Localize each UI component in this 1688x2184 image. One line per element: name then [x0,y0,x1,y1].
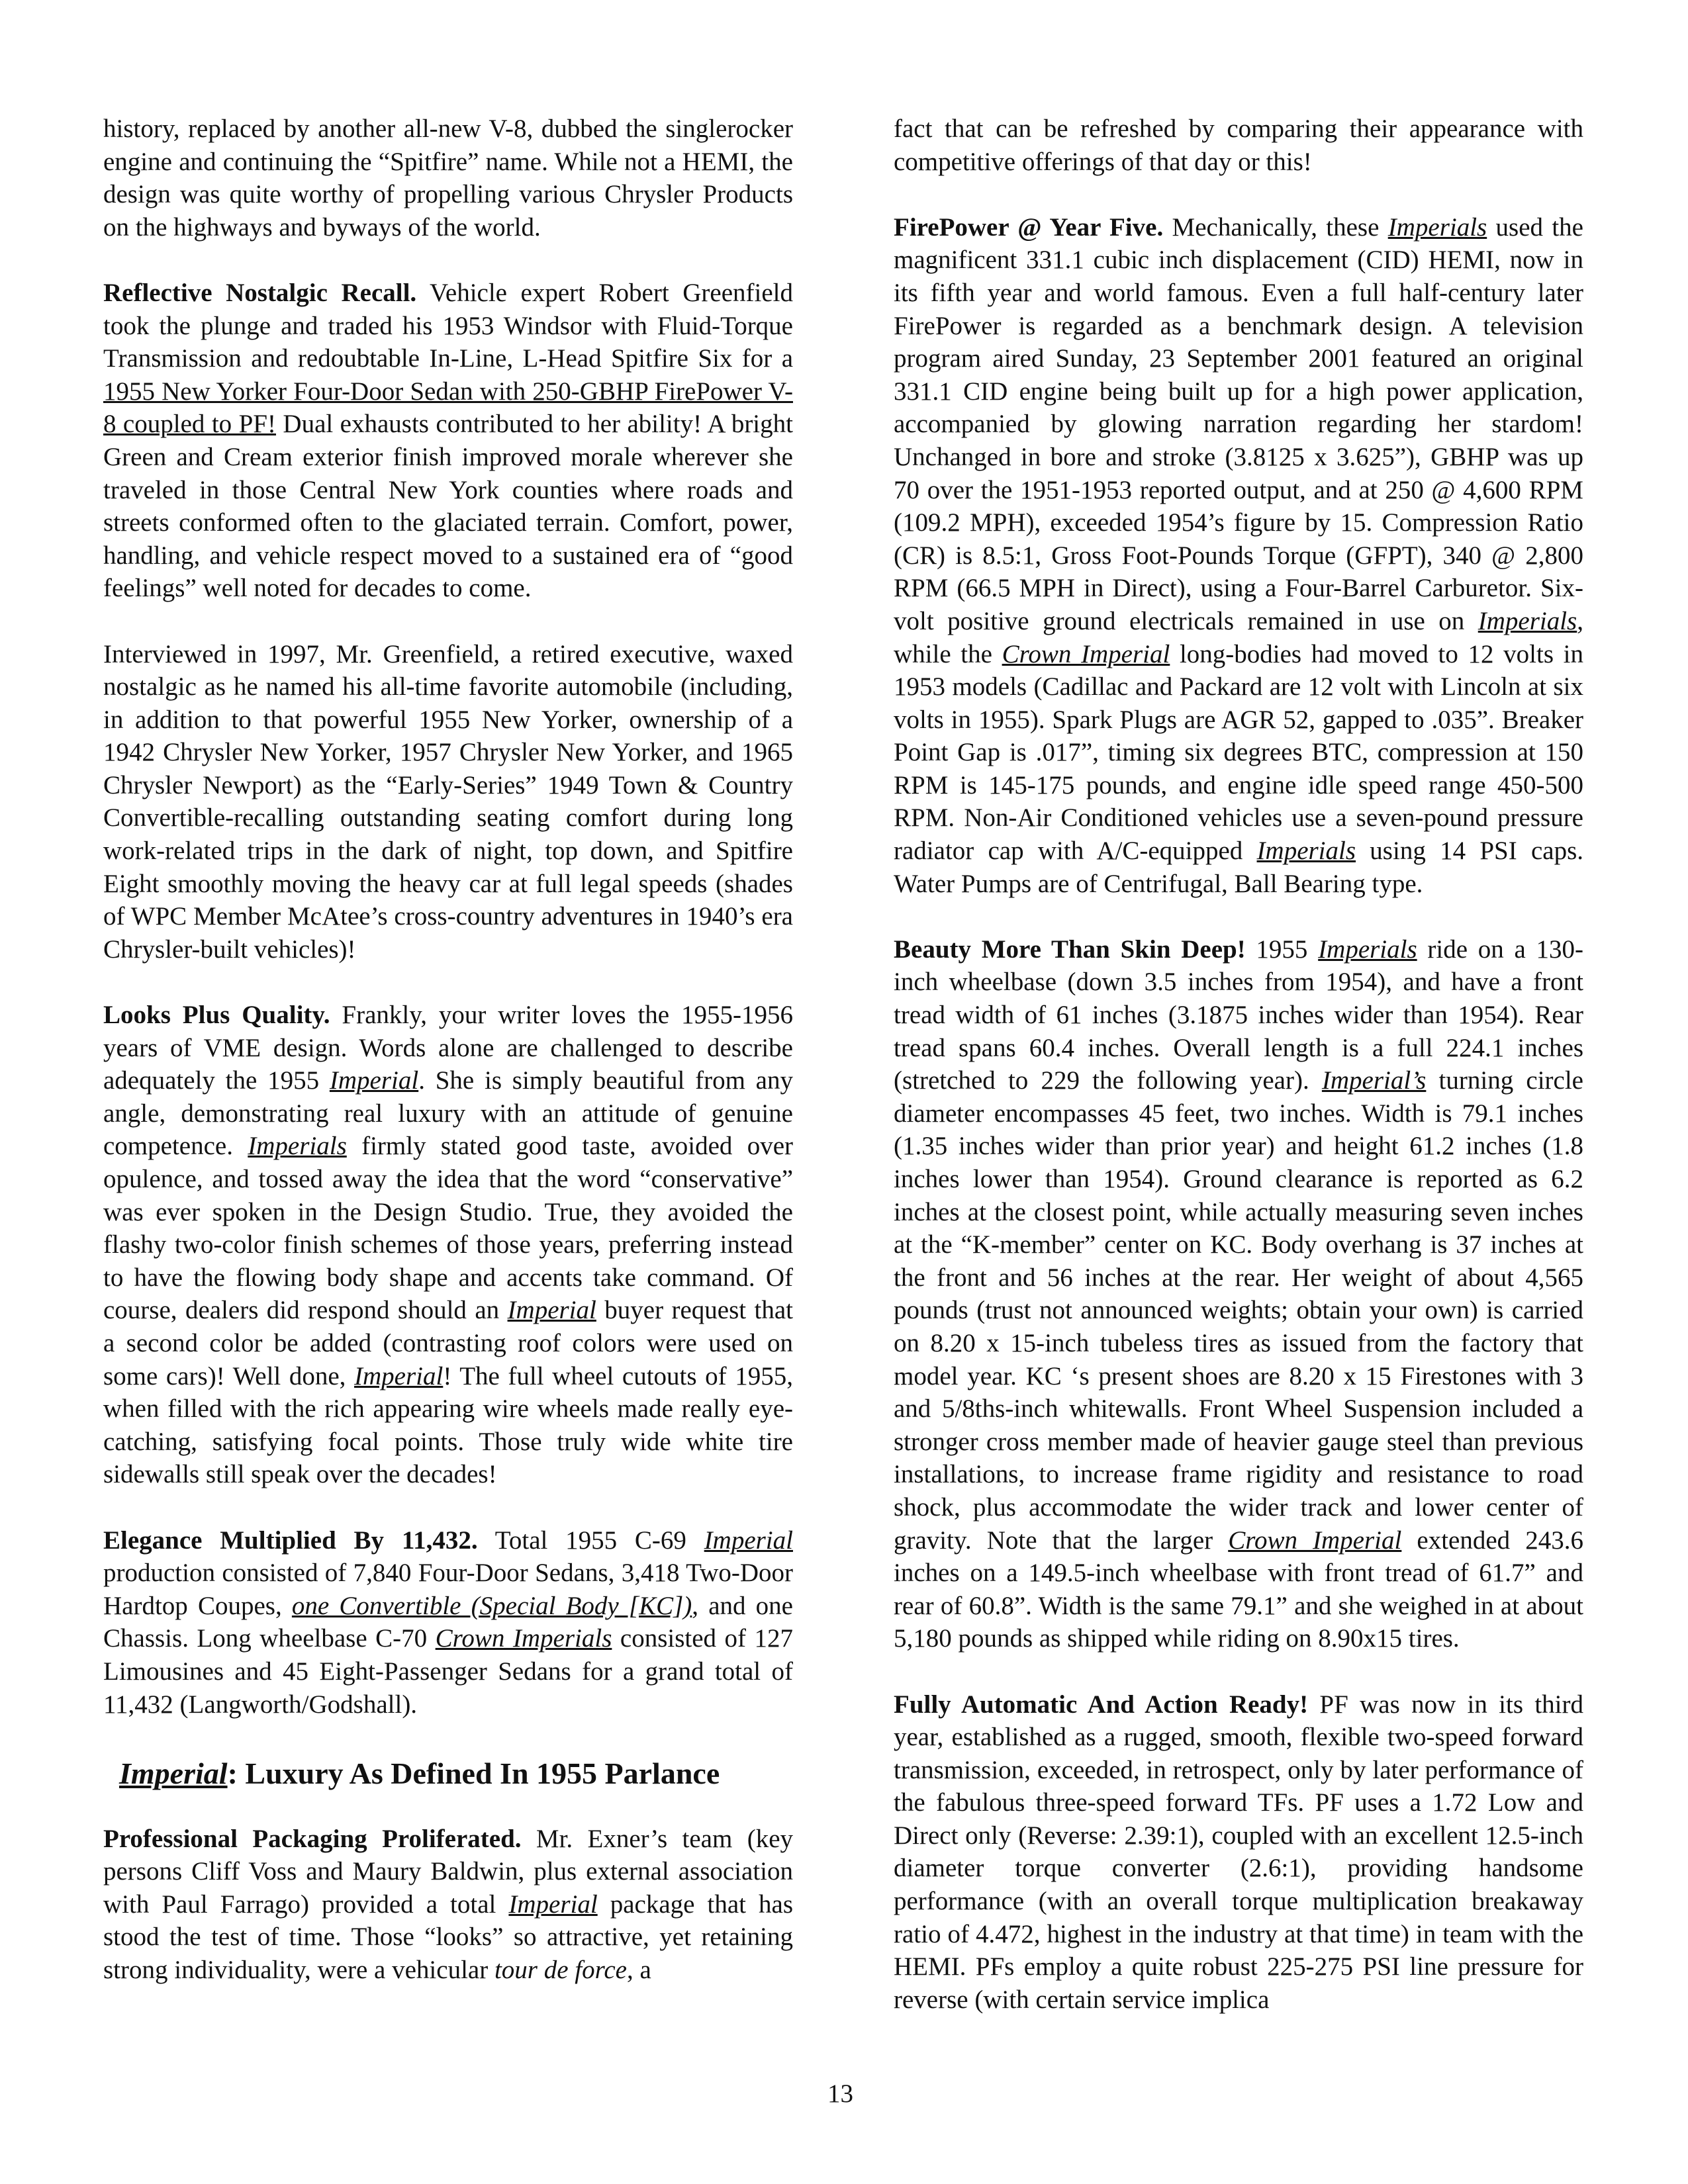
paragraph-greenfield-interview [103,638,793,966]
paragraph-text: Mechanically, these [1163,212,1388,242]
paragraph-text: used the magnificent 331.1 cubic inch displacement (CID) HEMI, now in its fifth year and world famous. Even a full half-century later FirePower is regarded as a benchmark design. A television program aired Sunday, 23 September 2001 featured an original 331.1 CID engine being built up for a high power application, accompanied by glowing narration regarding her stardom! Unchanged in bore and stroke (3.8125 x 3.625”), GBHP was up 70 over the 1951-1953 reported output, and at 250 @ 4,600 RPM (109.2 MPH), exceeded 1954’s figure by 15. Compression Ratio (CR) is 8.5:1, Gross Foot-Pounds Torque (GFPT), 340 @ 2,800 RPM (66.5 MPH in Direct), using a Four-Barrel Carburetor. Six-volt positive ground electricals remained in use on [894,212,1583,635]
paragraph-spitfire-intro [103,113,793,244]
paragraph-text: buyer request that a second color be added (contrasting roof colors were used on some cars)! Well done, [103,1296,793,1390]
paragraph-looks-plus-quality [103,999,793,1491]
paragraph-elegance-multiplied [103,1524,793,1721]
model-name: Imperials [1477,606,1577,635]
model-name: Imperial [508,1889,598,1919]
model-name: Imperial [354,1361,444,1390]
paragraph-text: Mr. Exner’s team (key persons Cliff Voss and Maury Baldwin, plus external association with Paul Farrago) provided a total [103,1824,793,1919]
paragraph-lead-heading: Elegance Multiplied By 11,432. [103,1525,478,1555]
model-name: Imperials [1318,934,1417,964]
paragraph-text: 1955 [1245,934,1319,964]
paragraph-text: package that has stood the test of time. Those “looks” so attractive, yet retaining strong individuality, were a vehicular [103,1889,794,1985]
paragraph-text: production consisted of 7,840 Four-Door Sedans, 3,418 Two-Door Hardtop Coupes, [103,1559,793,1620]
paragraph-text: . She is simply beautiful from any angle, demonstrating real luxury with an attitude of genuine competence. [103,1066,793,1161]
paragraph-lead-heading: Beauty More Than Skin Deep! [894,934,1246,964]
paragraph-text: , and one Chassis. Long wheelbase C-70 [103,1591,793,1653]
model-name: Imperials [1387,212,1487,242]
section-heading [103,1754,793,1794]
paragraph-beauty-more-than-skin-deep [894,933,1583,1655]
right-column [894,113,1583,2016]
paragraph-text: Dual exhausts contributed to her ability! A bright Green and Cream exterior finish improved morale wherever she traveled in those Central New York counties where roads and streets conformed often to the glaciated terrain. Comfort, power, handling, and vehicle respect moved to a sustained era of “good feelings” well noted for decades to come. [103,410,793,603]
paragraph-text: , a [626,1956,651,1985]
model-name: Imperial [329,1066,419,1095]
paragraph-text: ride on a 130-inch wheelbase (down 3.5 inches from 1954), and have a front tread width of 61 inches (3.1875 inches wider than 1954). Rear tread spans 60.4 inches. Overall length is a full 224.1 inches (stretched to 229 the following year). [894,934,1584,1095]
model-name: Imperial [507,1296,596,1325]
model-name: Crown Imperials [435,1624,612,1653]
page-number: 13 [827,2079,853,2108]
model-name: Imperials [248,1132,347,1161]
paragraph-text: Total 1955 C-69 [477,1525,704,1555]
paragraph-text: firmly stated good taste, avoided over opulence, and tossed away the idea that the word “conservative” was ever spoken in the Design Studio. True, they avoided the flashy two-color finish schemes of those years, preferring instead to have the flowing body shape and accents take command. Of course, dealers did respond should an [103,1132,793,1325]
paragraph-text: consisted of 127 Limousines and 45 Eight-Passenger Sedans for a grand total of 11,432 (Langworth/Godshall). [103,1624,793,1719]
section-heading-model: Imperial [119,1756,228,1790]
paragraph-text: history, replaced by another all-new V-8, dubbed the singlerocker engine and continuing the “Spitfire” name. While not a HEMI, the design was quite worthy of propelling various Chrysler Products on the highways and byways of the world. [103,114,793,242]
italic-phrase: tour de force [494,1956,627,1985]
paragraph-fully-automatic [894,1688,1583,2017]
paragraph-text: using 14 PSI caps. Water Pumps are of Centrifugal, Ball Bearing type. [894,837,1583,898]
model-name: Imperial [704,1525,793,1555]
paragraph-text: PF was now in its third year, established as a rugged, smooth, flexible two-speed forward transmission, exceeded, in retrospect, only by later performance of the fabulous three-speed forward TFs. PF uses a 1.72 Low and Direct only (Reverse: 2.39:1), coupled with an excellent 12.5-inch diameter torque converter (2.6:1), providing handsome performance (with an overall torque multiplication breakaway ratio of 4.472, highest in the industry at that time) in team with the HEMI. PFs employ a quite robust 225-275 PSI line pressure for reverse (with certain service implica [894,1690,1583,2014]
paragraph-reflective-nostalgic-recall [103,277,793,605]
left-column [103,113,793,1987]
model-name: Imperial’s [1321,1066,1427,1095]
paragraph-text: Vehicle expert Robert Greenfield took the plunge and traded his 1953 Windsor with Fluid-Torque Transmission and redoubtable In-Line, L-Head Spitfire Six for a [103,278,793,373]
model-name: one Convertible (Special Body [KC]) [291,1591,692,1620]
paragraph-lead-heading: Looks Plus Quality. [103,1001,330,1030]
paragraph-text: Frankly, your writer loves the 1955-1956 years of VME design. Words alone are challenged to describe adequately the 1955 [103,1001,794,1095]
paragraph-text: , while the [894,606,1583,668]
paragraph-comparison-continued [894,113,1583,178]
paragraph-text: Interviewed in 1997, Mr. Greenfield, a retired executive, waxed nostalgic as he named his all-time favorite automobile (including, in addition to that powerful 1955 New Yorker, ownership of a 1942 Chrysler New Yorker, 1957 Chrysler New Yorker, and 1965 Chrysler Newport) as the “Early-Series” 1949 Town & Country Convertible-recalling outstanding seating comfort during long work-related trips in the dark of night, top down, and Spitfire Eight smoothly moving the heavy car at full legal speeds (shades of WPC Member McAtee’s cross-country adventures in 1940’s era Chrysler-built vehicles)! [103,639,793,964]
paragraph-lead-heading: Fully Automatic And Action Ready! [894,1690,1309,1719]
model-name: Crown Imperial [1002,639,1170,668]
paragraph-lead-heading: Reflective Nostalgic Recall. [103,278,417,307]
paragraph-text: fact that can be refreshed by comparing their appearance with competitive offerings of that day or this! [894,114,1583,176]
model-name: Crown Imperial [1228,1525,1402,1555]
paragraph-text: long-bodies had moved to 12 volts in 1953 models (Cadillac and Packard are 12 volt with Lincoln at six volts in 1955). Spark Plugs are AGR 52, gapped to .035”. Breaker Point Gap is .017”, timing six degrees BTC, compression at 150 RPM is 145-175 pounds, and engine idle speed range 450-500 RPM. Non-Air Conditioned vehicles use a seven-pound pressure radiator cap with A/C-equipped [894,639,1583,866]
paragraph-firepower-year-five [894,211,1583,900]
paragraph-text: ! The full wheel cutouts of 1955, when filled with the rich appearing wire wheels made really eye-catching, satisfying focal points. Those truly wide white tire sidewalls still speak over the decades! [103,1361,793,1489]
paragraph-text: extended 243.6 inches on a 149.5-inch wheelbase with front tread of 61.7” and rear of 60.8”. Width is the same 79.1” and she weighed in at about 5,180 pounds as shipped while riding on 8.90x15 tires. [894,1525,1583,1653]
section-heading-text: : Luxury As Defined In 1955 Parlance [227,1756,720,1790]
paragraph-text: turning circle diameter encompasses 45 feet, two inches. Width is 79.1 inches (1.35 inches wider than prior year) and height 61.2 inches (1.8 inches lower than 1954). Ground clearance is reported as 6.2 inches at the closest point, while actually measuring seven inches at the “K-member” center on KC. Body overhang is 37 inches at the front and 56 inches at the rear. Her weight of about 4,565 pounds (trust not announced weights; obtain your own) is carried on 8.20 x 15-inch tubeless tires as issued from the factory that model year. KC ‘s present shoes are 8.20 x 15 Firestones with 3 and 5/8ths-inch whitewalls. Front Wheel Suspension included a stronger cross member made of heavier gauge steel than previous installations, to increase frame rigidity and resistance to road shock, plus accommodate the wider track and lower center of gravity. Note that the larger [894,1066,1583,1555]
paragraph-lead-heading: FirePower @ Year Five. [894,212,1164,242]
paragraph-lead-heading: Professional Packaging Proliferated. [103,1824,522,1853]
paragraph-professional-packaging [103,1823,793,1987]
model-name: Imperials [1256,837,1356,866]
underlined-phrase: 1955 New Yorker Four-Door Sedan with 250-GBHP FirePower V-8 coupled to PF! [103,377,793,439]
